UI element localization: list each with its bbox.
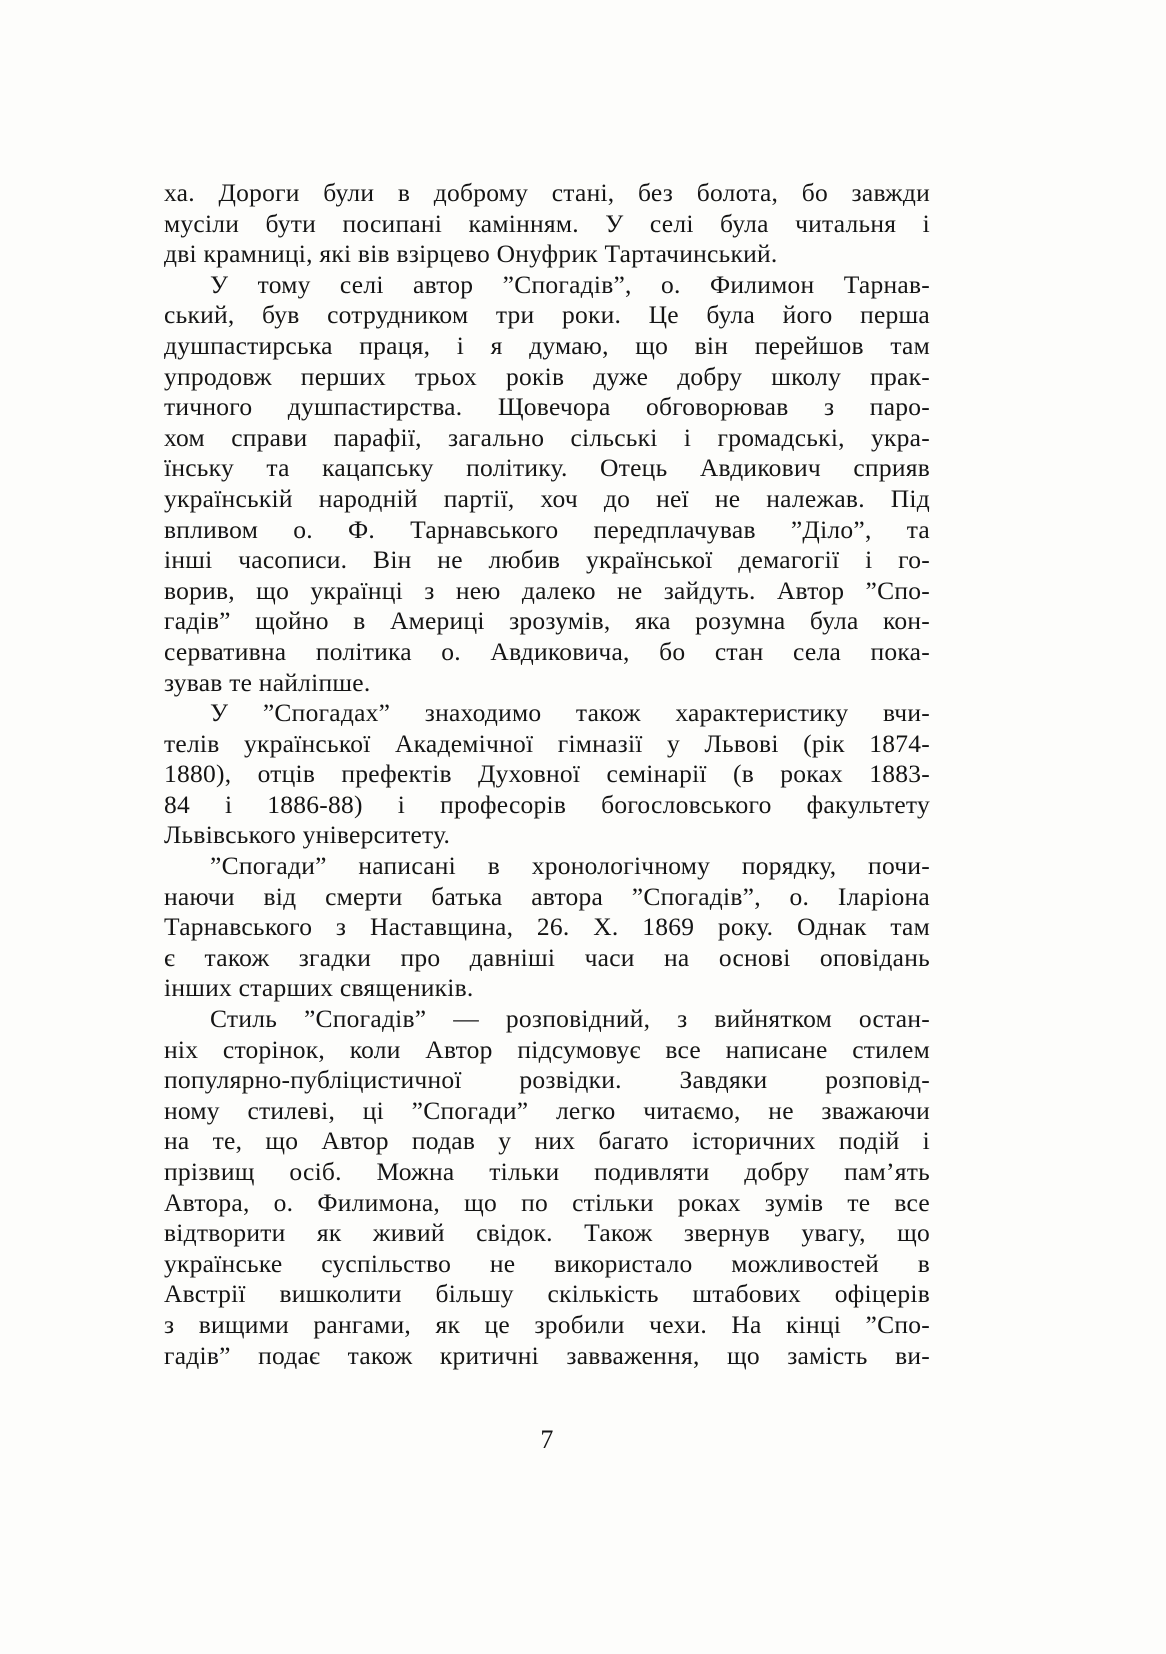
text-line: Стиль ”Спогадів” — розповідний, з вийнятком остан- [210,1004,930,1034]
text-line: гадів” щойно в Америці зрозумів, яка розумна була кон- [164,606,930,636]
text-line: 84 і 1886-88) і професорів богословського факультету [164,789,930,819]
text-line: У ”Спогадах” знаходимо також характеристику вчи- [210,698,930,728]
text-line: є також згадки про давніші часи на основі оповідань [164,942,930,972]
text-line: сервативна політика о. Авдиковича, бо стан села пока- [164,636,930,666]
text-line: ному стилеві, ці ”Спогади” легко читаємо, не зважаючи [164,1095,930,1125]
text-line: ський, був сотрудником три роки. Це була його перша [164,300,930,330]
text-line: їнську та кацапську політику. Отець Авдикович сприяв [164,453,930,483]
text-line: мусіли бути посипані камінням. У селі була читальня і [164,208,930,238]
text-line: прізвищ осіб. Можна тільки подивляти добру пам’ять [164,1157,930,1186]
paragraph [164,270,930,698]
text-line: українське суспільство не використало можливостей в [164,1248,930,1278]
text-line: популярно-публіцистичної розвідки. Завдяки розповід- [164,1065,930,1095]
text-line: наючи від смерти батька автора ”Спогадів”, о. Іларіона [164,881,930,911]
paragraph [164,698,930,851]
text-line: Львівського університету. [164,820,451,850]
text-line: ніх сторінок, коли Автор підсумовує все написане стилем [164,1034,930,1064]
text-line: 1880), отців префектів Духовної семінарії (в роках 1883- [164,759,930,789]
text-line: ха. Дороги були в доброму стані, без болота, бо завжди [164,178,930,207]
text-line: упродовж перших трьох років дуже добру школу прак- [164,361,930,391]
text-line: душпастирська праця, і я думаю, що він перейшов там [164,330,930,360]
text-line: дві крамниці, які вів взірцево Онуфрик Тартачинський. [164,239,778,269]
text-line: телів української Академічної гімназії у Львові (рік 1874- [164,728,930,758]
text-line: на те, що Автор подав у них багато історичних подій і [164,1126,930,1156]
text-line: інші часописи. Він не любив української демагогії і го- [164,545,930,575]
page-number: 7 [540,1425,554,1455]
text-line: Тарнавського з Наставщина, 26. X. 1869 року. Однак там [164,912,930,942]
text-line: з вищими рангами, як це зробили чехи. На кінці ”Спо- [164,1309,930,1339]
text-line: впливом о. Ф. Тарнавського передплачував ”Діло”, та [164,514,930,544]
text-line: ”Спогади” написані в хронологічному порядку, почи- [210,851,930,881]
text-line: хом справи парафії, загально сільські і громадські, укра- [164,422,930,452]
text-line: Австрії вишколити більшу скількість штабових офіцерів [164,1279,930,1309]
text-line: зував те найліпше. [164,667,371,697]
paragraph [164,851,930,1004]
text-line: тичного душпастирства. Щовечора обговорював з паро- [164,392,930,422]
text-line: У тому селі автор ”Спогадів”, о. Филимон Тарнав- [210,269,930,299]
text-block [164,178,930,1371]
text-line: відтворити як живий свідок. Також звернув увагу, що [164,1218,930,1248]
text-line: гадів” подає також критичні завваження, що замість ви- [164,1340,930,1370]
paragraph [164,1004,930,1371]
text-line: українській народній партії, хоч до неї не належав. Під [164,483,930,513]
paragraph [164,178,930,270]
text-line: ворив, що українці з нею далеко не зайдуть. Автор ”Спо- [164,575,930,605]
text-line: інших старших священиків. [164,973,474,1003]
text-line: Автора, о. Филимона, що по стільки роках зумів те все [164,1187,930,1217]
